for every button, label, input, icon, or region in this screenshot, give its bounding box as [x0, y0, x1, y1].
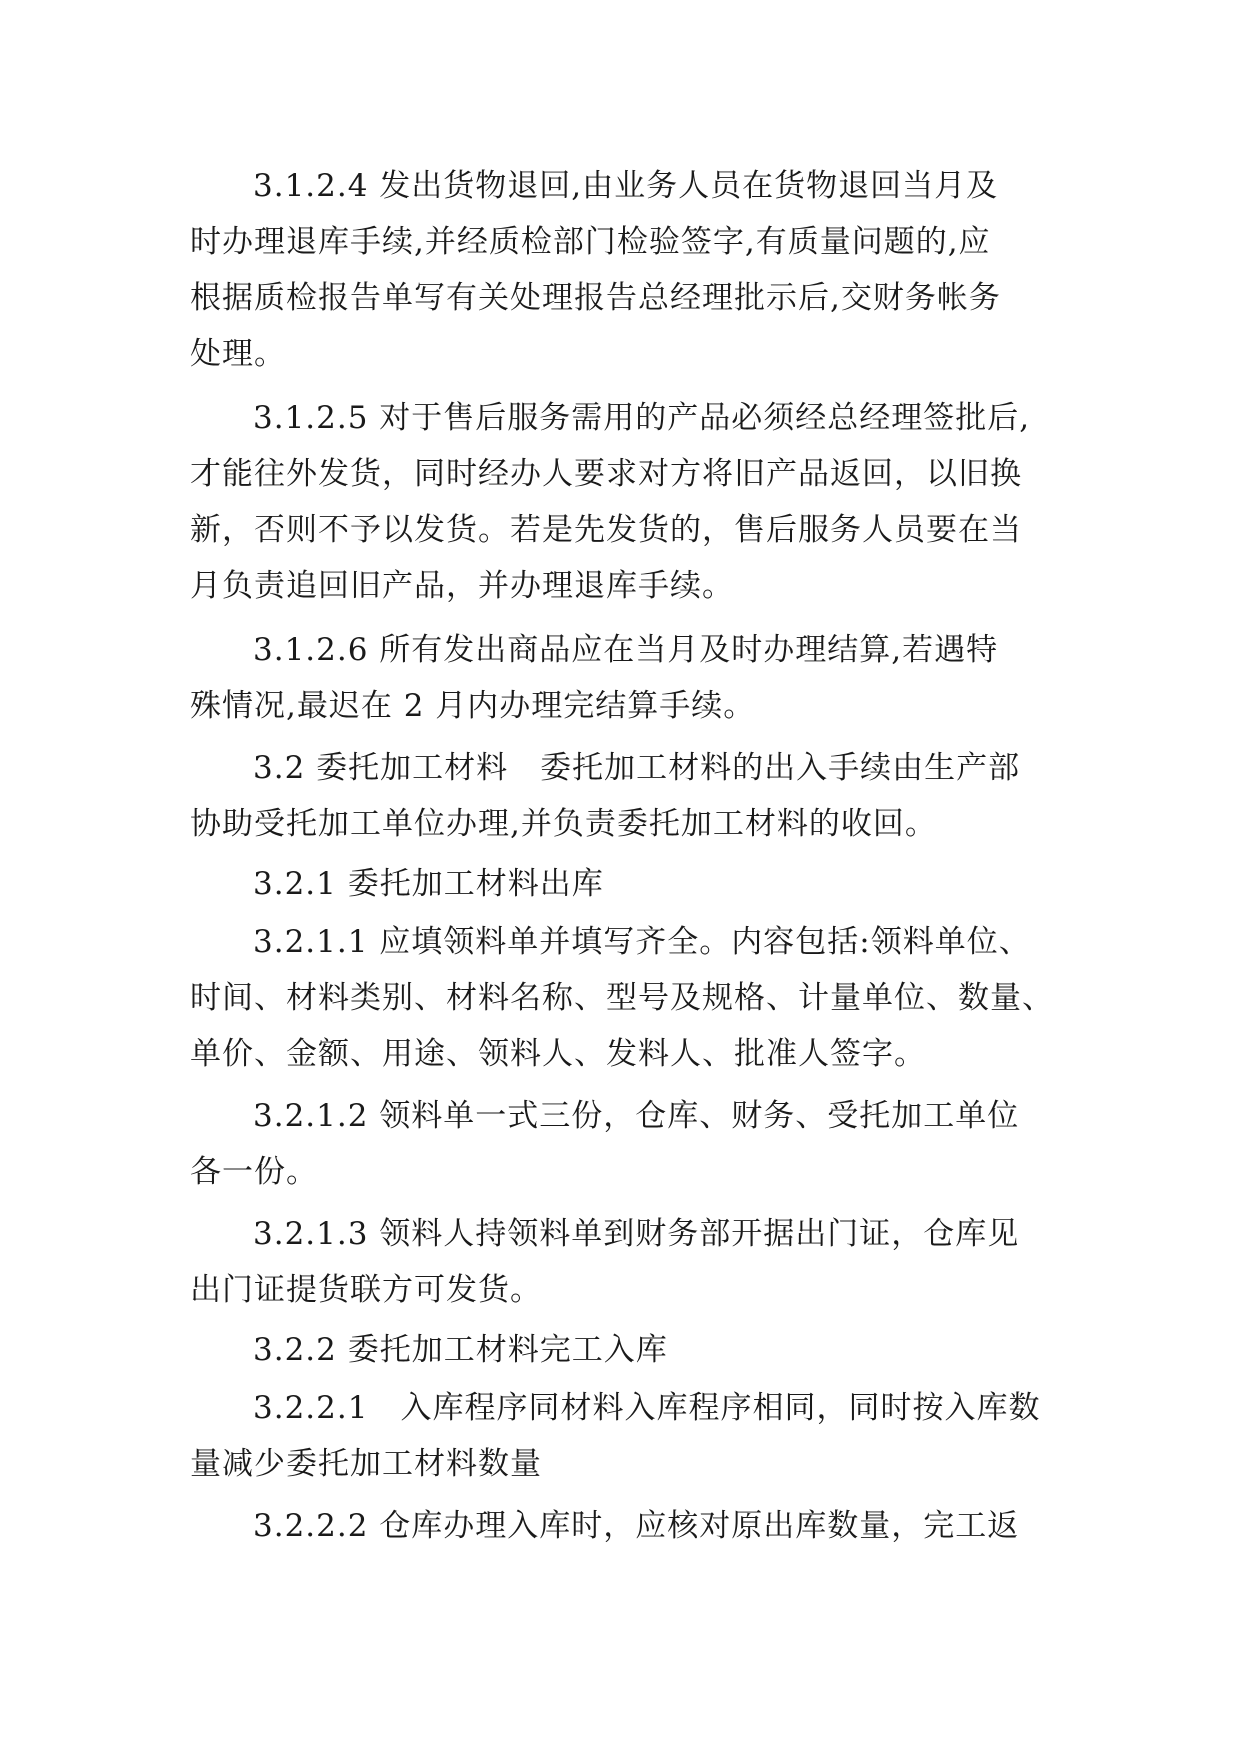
paragraph-3-2-1-2-line-1: 3.2.1.2 领料单一式三份，仓库、财务、受托加工单位 [253, 1098, 1020, 1134]
paragraph-3-1-2-4-line-3: 根据质检报告单写有关处理报告总经理批示后,交财务帐务 [190, 280, 1001, 316]
paragraph-3-1-2-5-line-1: 3.1.2.5 对于售后服务需用的产品必须经总经理签批后, [253, 400, 1031, 436]
paragraph-3-1-2-5-line-3: 新，否则不予以发货。若是先发货的，售后服务人员要在当 [190, 512, 1022, 548]
paragraph-3-2-1-1-line-2: 时间、材料类别、材料名称、型号及规格、计量单位、数量、 [190, 980, 1054, 1016]
paragraph-3-1-2-5-line-4: 月负责追回旧产品，并办理退库手续。 [190, 568, 734, 604]
paragraph-3-2-2-1-line-2: 量减少委托加工材料数量 [190, 1446, 542, 1482]
paragraph-3-2-1-3-line-2: 出门证提货联方可发货。 [190, 1272, 542, 1308]
paragraph-3-1-2-5-line-2: 才能往外发货，同时经办人要求对方将旧产品返回，以旧换 [190, 456, 1022, 492]
paragraph-3-2-1-3-line-1: 3.2.1.3 领料人持领料单到财务部开据出门证，仓库见 [253, 1216, 1020, 1252]
heading-3-2-2: 3.2.2 委托加工材料完工入库 [253, 1332, 668, 1368]
paragraph-3-1-2-4-line-1: 3.1.2.4 发出货物退回,由业务人员在货物退回当月及 [253, 168, 999, 204]
paragraph-3-1-2-4-line-2: 时办理退库手续,并经质检部门检验签字,有质量问题的,应 [190, 224, 991, 260]
paragraph-3-1-2-4-line-4: 处理。 [190, 336, 286, 372]
paragraph-3-2-1-2-line-2: 各一份。 [190, 1154, 318, 1190]
paragraph-3-2-1-1-line-1: 3.2.1.1 应填领料单并填写齐全。内容包括:领料单位、 [253, 924, 1031, 960]
paragraph-3-1-2-6-line-1: 3.1.2.6 所有发出商品应在当月及时办理结算,若遇特 [253, 632, 999, 668]
paragraph-3-2-line-1: 3.2 委托加工材料 委托加工材料的出入手续由生产部 [253, 750, 1021, 786]
paragraph-3-1-2-6-line-2: 殊情况,最迟在 2 月内办理完结算手续。 [190, 688, 756, 724]
paragraph-3-2-line-2: 协助受托加工单位办理,并负责委托加工材料的收回。 [190, 806, 937, 842]
paragraph-3-2-2-2-line-1: 3.2.2.2 仓库办理入库时，应核对原出库数量，完工返 [253, 1508, 1020, 1544]
paragraph-3-2-1-1-line-3: 单价、金额、用途、领料人、发料人、批准人签字。 [190, 1036, 926, 1072]
heading-3-2-1: 3.2.1 委托加工材料出库 [253, 866, 604, 902]
paragraph-3-2-2-1-line-1: 3.2.2.1 入库程序同材料入库程序相同，同时按入库数 [253, 1390, 1041, 1426]
